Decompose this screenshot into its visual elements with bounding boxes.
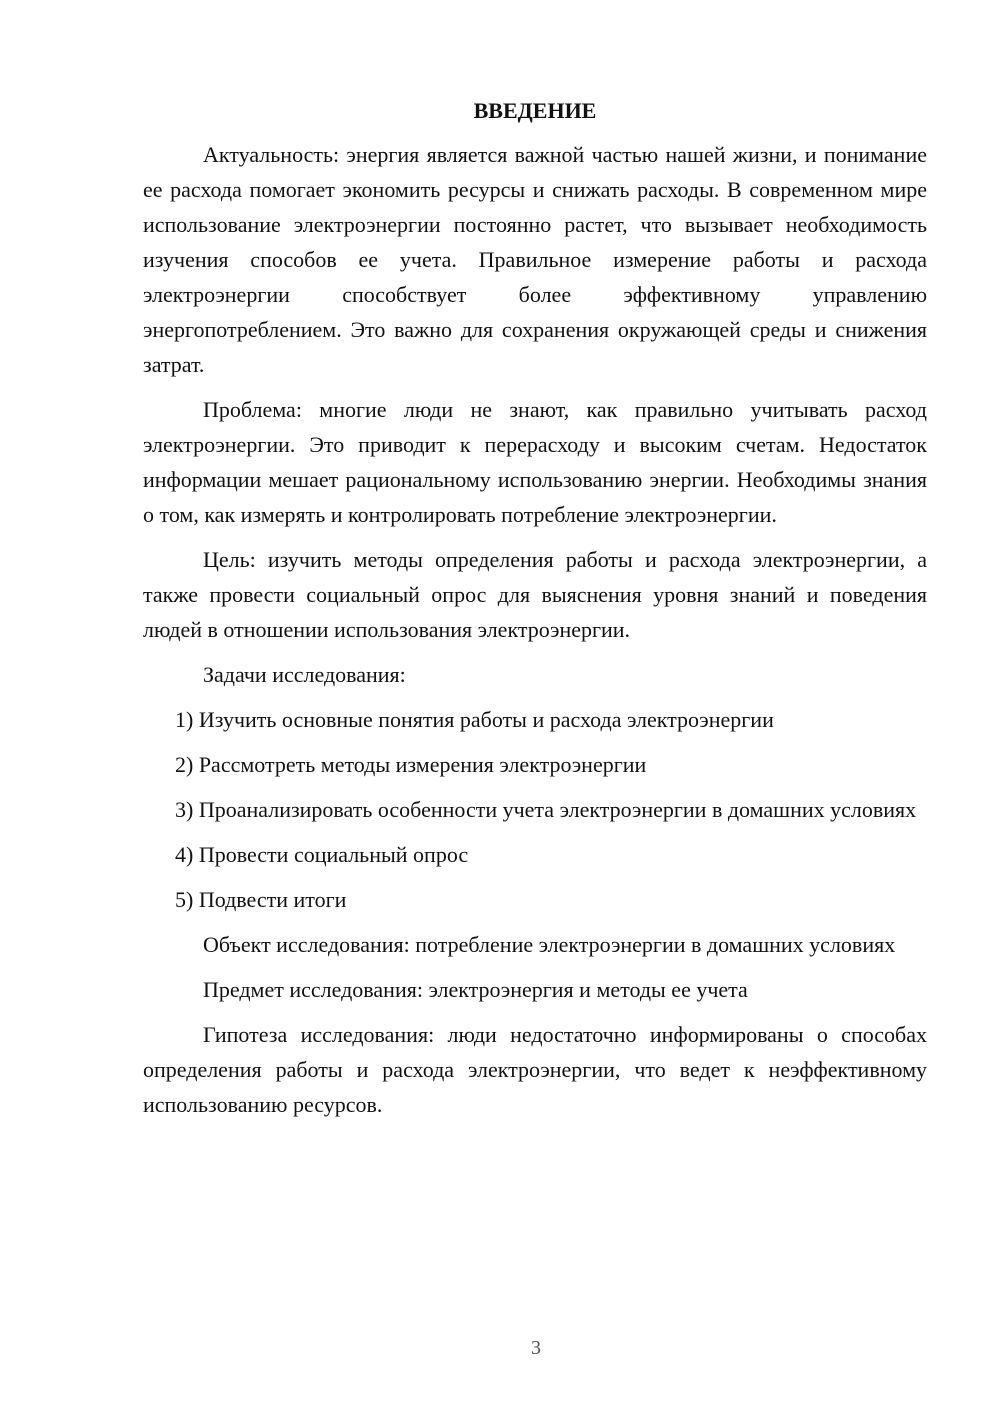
- paragraph-subject: Предмет исследования: электроэнергия и методы ее учета: [203, 977, 748, 1002]
- paragraph-goal: Цель: изучить методы определения работы и расхода электроэнергии, а также провести социальный опрос для выяснения уровня знаний и поведения людей в отношении использования электроэнергии.: [143, 547, 927, 642]
- page-content: [143, 93, 927, 1132]
- task-item: 1) Изучить основные понятия работы и расхода электроэнергии: [175, 707, 774, 732]
- section-title: ВВЕДЕНИЕ: [473, 98, 597, 123]
- page-number: 3: [531, 1337, 541, 1359]
- paragraph-relevance: Актуальность: энергия является важной частью нашей жизни, и понимание ее расхода помогает экономить ресурсы и снижать расходы. В современном мире использование электроэнергии постоянно растет, что вызывает необходимость изучения способов ее учета. Правильное измерение работы и расхода электроэнергии способствует более эффективному управлению энергопотреблением. Это важно для сохранения окружающей среды и снижения затрат.: [143, 142, 927, 377]
- task-item: 4) Провести социальный опрос: [175, 842, 469, 867]
- paragraph-object: Объект исследования: потребление электроэнергии в домашних условиях: [203, 932, 896, 957]
- task-item: 3) Проанализировать особенности учета электроэнергии в домашних условиях: [175, 797, 917, 822]
- task-item: 5) Подвести итоги: [175, 887, 347, 912]
- tasks-heading: Задачи исследования:: [203, 662, 406, 687]
- paragraph-hypothesis: Гипотеза исследования: люди недостаточно информированы о способах определения работы и расхода электроэнергии, что ведет к неэффективному использованию ресурсов.: [143, 1022, 927, 1117]
- task-item: 2) Рассмотреть методы измерения электроэнергии: [175, 752, 647, 777]
- paragraph-problem: Проблема: многие люди не знают, как правильно учитывать расход электроэнергии. Это приводит к перерасходу и высоким счетам. Недостаток информации мешает рациональному использованию энергии. Необходимы знания о том, как измерять и контролировать потребление электроэнергии.: [143, 397, 927, 527]
